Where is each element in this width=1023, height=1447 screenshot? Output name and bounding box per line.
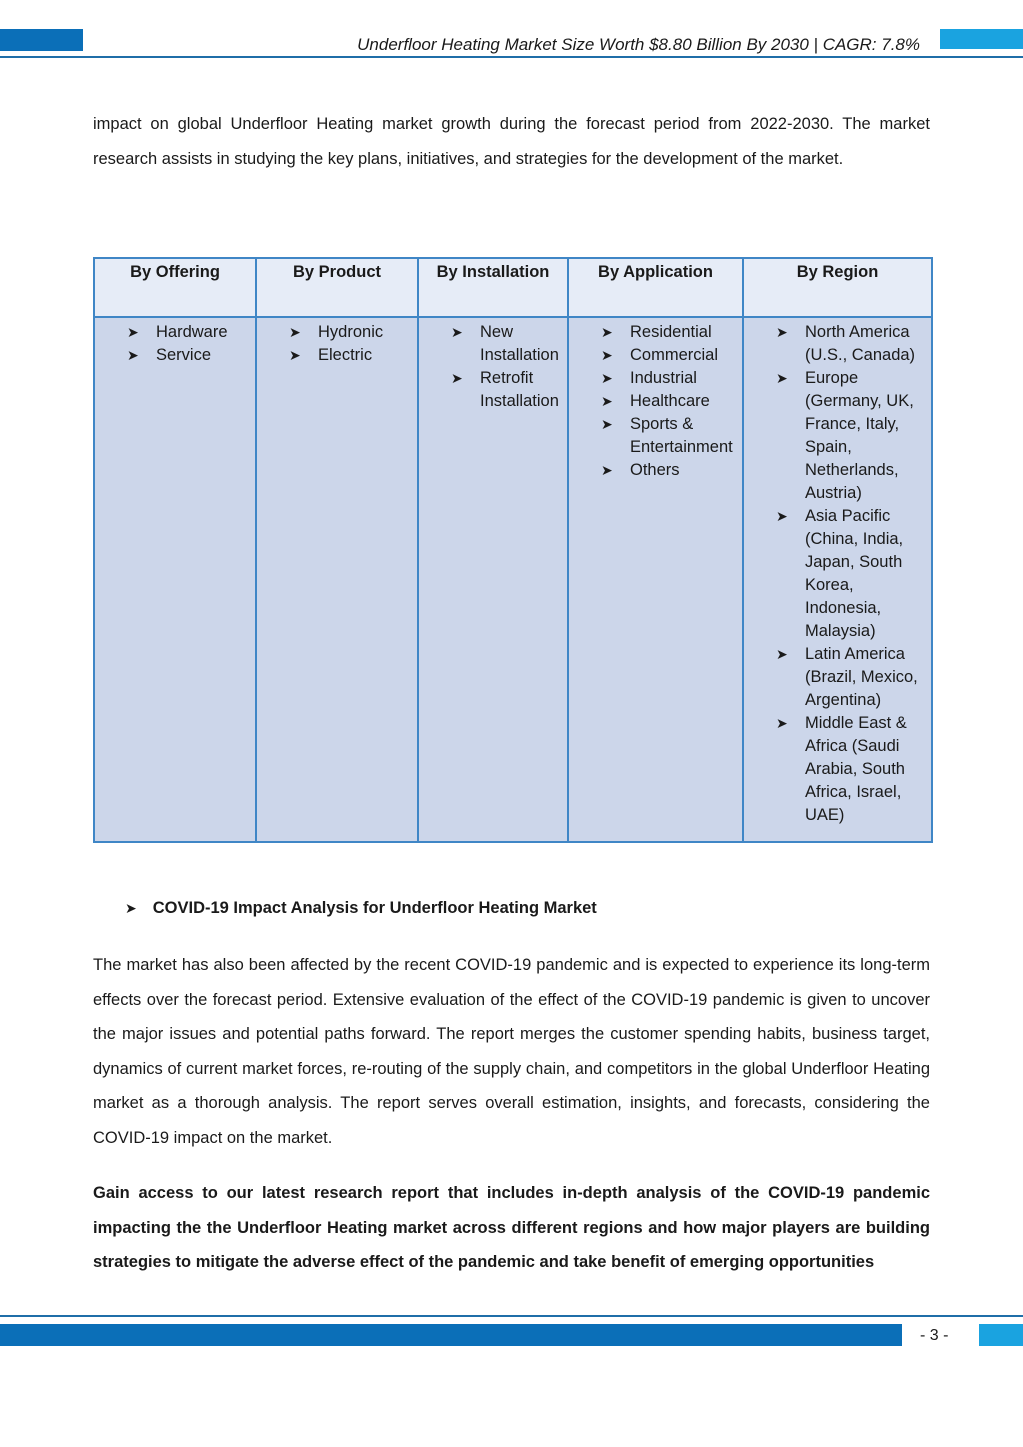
table-cell [418,317,568,842]
arrowhead-bullet-icon: ➤ [127,324,139,340]
list-item [257,321,417,344]
segmentation-table [93,257,933,843]
arrowhead-bullet-icon: ➤ [776,715,788,731]
list-item-label: Healthcare [630,392,710,410]
header-divider [0,56,1023,58]
list-item [419,321,567,367]
arrowhead-bullet-icon: ➤ [776,646,788,662]
arrowhead-bullet-icon: ➤ [601,416,613,432]
segment-list [569,321,742,482]
list-item [257,344,417,367]
footer-accent-bar [0,1324,902,1346]
arrowhead-bullet-icon: ➤ [776,370,788,386]
table-header-row [94,258,932,317]
list-item-label: Latin America (Brazil, Mexico, Argentina) [805,645,918,709]
list-item-label: Asia Pacific (China, India, Japan, South Korea, Indonesia, Malaysia) [805,507,904,640]
list-item-label: Industrial [630,369,697,387]
list-item-label: Sports & Entertainment [630,415,733,456]
page-number: - 3 - [920,1327,949,1344]
list-item [569,413,742,459]
arrowhead-bullet-icon: ➤ [601,370,613,386]
list-item [744,367,931,505]
column-header: By Offering [94,258,256,317]
footer-divider [0,1315,1023,1317]
list-item [569,390,742,413]
arrowhead-bullet-icon: ➤ [601,393,613,409]
intro-paragraph: impact on global Underfloor Heating market growth during the forecast period from 2022-2030. The market research assists in studying the key plans, initiatives, and strategies for the development of the market. [93,115,930,168]
arrowhead-bullet-icon: ➤ [601,324,613,340]
list-item-label: Commercial [630,346,719,364]
list-item-label: Europe (Germany, UK, France, Italy, Spain, Netherlands, Austria) [805,369,914,502]
list-item [95,344,255,367]
list-item [569,459,742,482]
list-item-label: North America (U.S., Canada) [805,323,916,364]
segment-list [257,321,417,367]
covid-heading-text: COVID-19 Impact Analysis for Underfloor Heating Market [152,899,597,917]
list-item-label: Service [156,346,212,364]
list-item-label: Hydronic [318,323,384,341]
header-accent-right [940,29,1023,49]
list-item-label: Retrofit Installation [480,369,559,410]
header-title: Underfloor Heating Market Size Worth $8.80 Billion By 2030 | CAGR: 7.8% [357,35,920,54]
covid-heading [125,899,597,918]
column-header: By Installation [418,258,568,317]
table-cell [568,317,743,842]
table-cell [94,317,256,842]
list-item-label: Electric [318,346,373,364]
column-header: By Application [568,258,743,317]
list-item [569,367,742,390]
table-cell [743,317,932,842]
table-cell [256,317,418,842]
segment-list [419,321,567,413]
list-item [744,321,931,367]
column-header: By Product [256,258,418,317]
list-item [744,505,931,643]
arrowhead-bullet-icon: ➤ [127,347,139,363]
list-item [744,643,931,712]
arrowhead-bullet-icon: ➤ [451,324,463,340]
arrowhead-bullet-icon: ➤ [289,324,301,340]
list-item [569,321,742,344]
list-item-label: Middle East & Africa (Saudi Arabia, South Africa, Israel, UAE) [805,714,907,824]
arrowhead-bullet-icon: ➤ [601,347,613,363]
list-item [419,367,567,413]
arrowhead-bullet-icon: ➤ [601,462,613,478]
list-item-label: New Installation [480,323,559,364]
list-item [95,321,255,344]
arrowhead-bullet-icon: ➤ [776,508,788,524]
segment-list [744,321,931,827]
arrowhead-bullet-icon: ➤ [451,370,463,386]
segment-list [95,321,255,367]
list-item-label: Hardware [156,323,228,341]
covid-paragraph: The market has also been affected by the recent COVID-19 pandemic and is expected to experience its long-term effects over the forecast period. Extensive evaluation of the effect of the COVID-19 pandemic is given to uncover the major issues and potential paths forward. The report merges the customer spending habits, business target, dynamics of current market forces, re-routing of the supply chain, and competitors in the global Underfloor Heating market as a thorough analysis. The report serves overall estimation, insights, and forecasts, considering the COVID-19 impact on the market. [93,956,930,1147]
arrowhead-bullet-icon: ➤ [776,324,788,340]
arrowhead-bullet-icon: ➤ [289,347,301,363]
covid-callout: Gain access to our latest research report that includes in-depth analysis of the COVID-19 pandemic impacting the the Underfloor Heating market across different regions and how major players are building strategies to mitigate the adverse effect of the pandemic and take benefit of emerging opportunities [93,1184,930,1271]
table-row [94,317,932,842]
arrowhead-bullet-icon: ➤ [125,900,137,916]
list-item-label: Residential [630,323,712,341]
column-header: By Region [743,258,932,317]
list-item [744,712,931,827]
list-item-label: Others [630,461,680,479]
header-accent-left [0,29,83,51]
list-item [569,344,742,367]
footer-accent-right [979,1324,1023,1346]
